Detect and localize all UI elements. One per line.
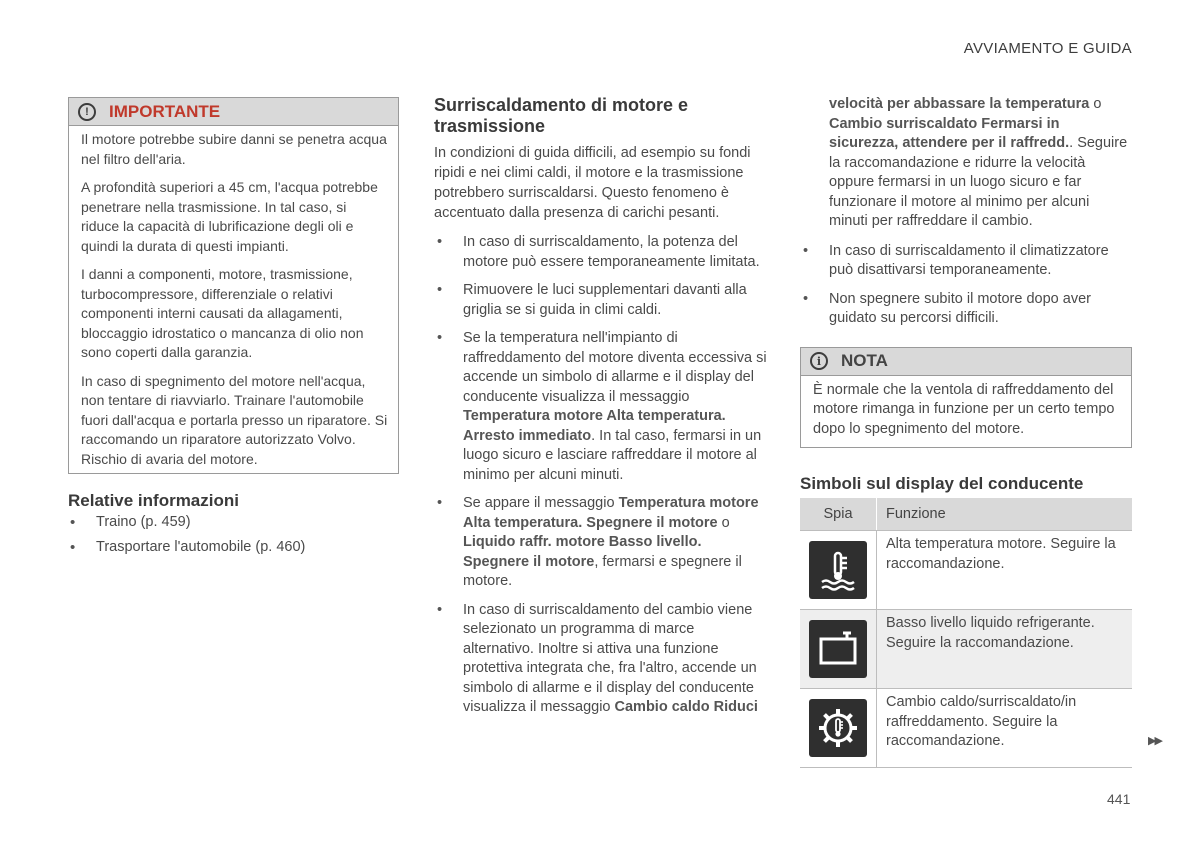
- important-warning-box: [68, 97, 399, 474]
- related-info-list: [68, 513, 305, 563]
- list-item-continuation: velocità per abbassare la temperatura o Cambio surriscaldato Fermarsi in sicurezza, attendere per il raffredd.. Seguire la raccomandazione e ridurre la velocità oppure fermarsi in un luogo sicuro e far funzionare il motore al minimo per alcuni minuti per raffreddare il cambio.: [829, 96, 1128, 229]
- important-paragraph: I danni a componenti, motore, trasmissione, turbocompressore, differenziale o relativi componenti interni causati da allagamenti, bloccaggio idrostatico o mancanza di olio non sono coperti dalla garanzia.: [81, 266, 364, 360]
- important-paragraph: In caso di spegnimento del motore nell'acqua, non tentare di riavviarlo. Trainare l'automobile fuori dall'acqua e portarla presso un riparatore. Si raccomando un riparatore autorizzato Volvo. Rischio di avaria del motore.: [81, 372, 388, 467]
- next-page-icon[interactable]: ▶▶: [1148, 735, 1161, 747]
- list-item: • Se appare il messaggio Temperatura motore Alta temperatura. Spegnere il motore o Liquido raffr. motore Basso livello. Spegnere il motore, fermarsi e spegnere il motore.: [434, 494, 768, 592]
- important-paragraph: A profondità superiori a 45 cm, l'acqua potrebbe penetrare nella trasmissione. In tal caso, si riduce la capacità di lubrificazione degli oli e quindi la durata di questi impianti.: [81, 179, 378, 254]
- page-number: 441: [1107, 791, 1131, 807]
- table-row: [800, 689, 1132, 768]
- symbol-description: Alta temperatura motore. Seguire la raccomandazione.: [877, 531, 1133, 610]
- list-item: • Non spegnere subito il motore dopo aver guidato su percorsi difficili.: [800, 290, 1132, 329]
- section-intro: In condizioni di guida difficili, ad esempio su fondi ripidi e nei climi caldi, il motore e la trasmissione potrebbero surriscaldarsi. Questo fenomeno è accentuato dalla presenza di carichi pesanti.: [434, 145, 751, 221]
- right-column: [800, 95, 1132, 768]
- section-title: Surriscaldamento di motore e trasmissione: [434, 95, 689, 136]
- transmission-temperature-icon: [809, 699, 867, 757]
- display-message: Temperatura motore Alta temperatura. Arresto immediato: [463, 408, 726, 444]
- note-body: È normale che la ventola di raffreddamento del motore rimanga in funzione per un certo tempo dopo lo spegnimento del motore.: [813, 381, 1115, 437]
- display-message: Cambio caldo Riduci: [614, 699, 758, 715]
- display-message: Liquido raffr. motore Basso livello. Spegnere il motore: [463, 534, 702, 570]
- list-item: • In caso di surriscaldamento del cambio viene selezionato un programma di marce alternativo. Inoltre si attiva una funzione protettiva integrata che, fra l'altro, accende un simbolo di allarme e il display del conducente visualizza il messaggio Cambio caldo Riduci: [434, 601, 768, 718]
- related-link-traino[interactable]: • Traino (p. 459): [68, 513, 305, 538]
- running-header: AVVIAMENTO E GUIDA: [963, 40, 1132, 57]
- symbols-title: Simboli sul display del conducente: [800, 474, 1084, 493]
- related-link-trasportare[interactable]: • Trasportare l'automobile (p. 460): [68, 538, 305, 563]
- important-label: IMPORTANTE: [109, 101, 221, 121]
- important-header: [69, 98, 398, 126]
- main-column: [434, 95, 768, 727]
- table-row: [800, 531, 1132, 610]
- related-info-title: Relative informazioni: [68, 491, 239, 510]
- list-item: • In caso di surriscaldamento il climatizzatore può disattivarsi temporaneamente.: [800, 242, 1132, 281]
- note-label: NOTA: [841, 351, 888, 370]
- display-message: Temperatura motore Alta temperatura. Spegnere il motore: [463, 495, 759, 531]
- important-paragraph: Il motore potrebbe subire danni se penetra acqua nel filtro dell'aria.: [81, 131, 387, 167]
- list-item: • Se la temperatura nell'impianto di raffreddamento del motore diventa eccessiva si accende un simbolo di allarme e il display del conducente visualizza il messaggio Temperatura motore Alta temperatura. Arresto immediato. In tal caso, fermarsi in un luogo sicuro e lasciare raffreddare il motore al minimo per alcuni minuti.: [434, 329, 768, 485]
- overheat-bullet-list-cont: [800, 242, 1132, 329]
- important-body: [69, 126, 398, 469]
- symbol-description: Basso livello liquido refrigerante. Seguire la raccomandazione.: [877, 610, 1133, 689]
- note-box: [800, 347, 1132, 449]
- symbol-description: Cambio caldo/surriscaldato/in raffreddamento. Seguire la raccomandazione.: [877, 689, 1133, 768]
- note-header: [801, 348, 1131, 376]
- column-header-funzione: Funzione: [877, 498, 1133, 531]
- coolant-level-icon: [809, 620, 867, 678]
- display-message: Cambio surriscaldato Fermarsi in sicurezza, attendere per il raffredd.: [829, 115, 1070, 151]
- info-icon: i: [810, 352, 828, 370]
- overheat-bullet-list: [434, 233, 768, 718]
- symbols-table: [800, 498, 1132, 768]
- list-item: • In caso di surriscaldamento, la potenza del motore può essere temporaneamente limitata.: [434, 233, 768, 272]
- column-header-spia: Spia: [800, 498, 877, 531]
- table-header-row: [800, 498, 1132, 531]
- display-message: velocità per abbassare la temperatura: [829, 96, 1090, 112]
- coolant-temperature-icon: [809, 541, 867, 599]
- list-item: • Rimuovere le luci supplementari davanti alla griglia se si guida in climi caldi.: [434, 281, 768, 320]
- table-row: [800, 610, 1132, 689]
- warning-icon: !: [78, 103, 96, 121]
